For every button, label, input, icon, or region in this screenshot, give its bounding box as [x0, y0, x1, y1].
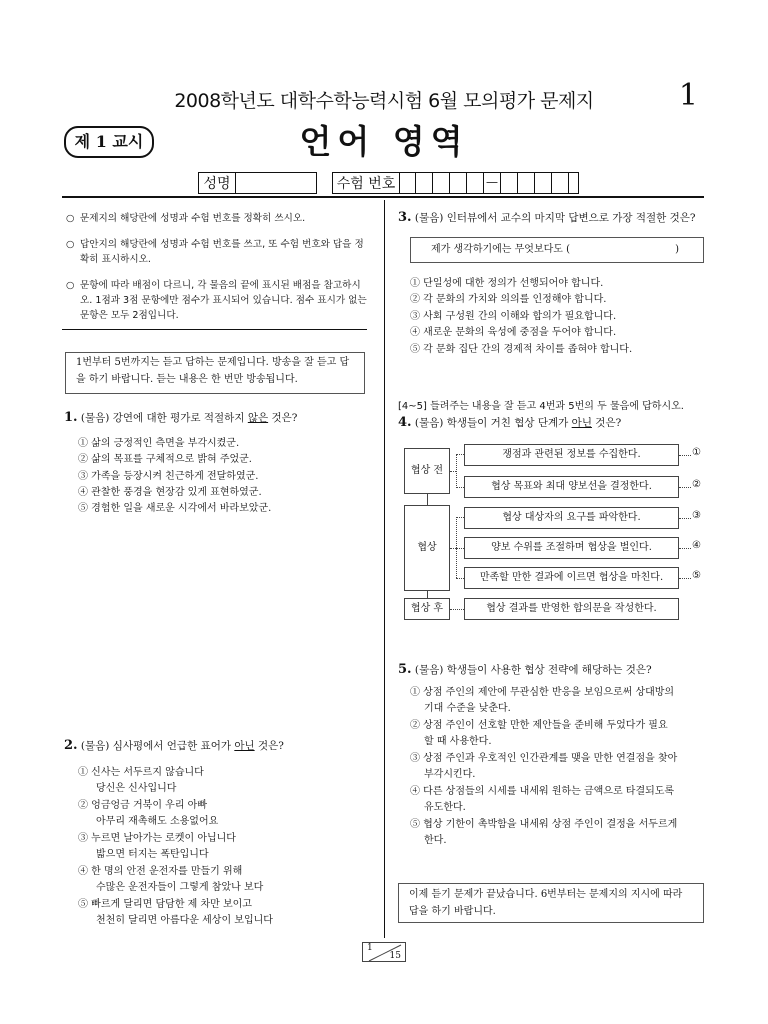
- page-indicator: 1 15: [362, 942, 406, 962]
- marker-connector: [679, 487, 691, 488]
- notice-item: ○ 문제지의 해당란에 성명과 수험 번호를 정확히 쓰시오.: [66, 213, 306, 224]
- notice-item: ○ 답안지의 해당란에 성명과 수험 번호를 쓰고, 또 수험 번호와 답을 정확히 표시하시오.: [66, 239, 364, 265]
- q3-option[interactable]: ③ 사회 구성원 간의 이해와 합의가 필요합니다.: [410, 311, 617, 322]
- page-number: 1: [678, 78, 698, 113]
- column-divider: [384, 200, 385, 938]
- question-1-title: 1. (물음) 강연에 대한 평가로 적절하지 않은 것은?: [64, 410, 298, 425]
- connector: [456, 487, 464, 488]
- marker-connector: [679, 548, 691, 549]
- flow-step: 쟁점과 관련된 정보를 수집한다.: [464, 444, 679, 466]
- exam-number-cell: [450, 172, 467, 194]
- q5-option-line2: 기대 수준을 낮춘다.: [424, 703, 511, 714]
- connector: [456, 517, 464, 518]
- name-field[interactable]: [235, 172, 317, 194]
- q1-option[interactable]: ③ 가족을 등장시켜 친근하게 전달하였군.: [78, 471, 259, 482]
- q5-option[interactable]: ④ 다른 상점들의 시세를 내세워 원하는 금액으로 타결되도록: [410, 786, 675, 797]
- q2-option-line2: 수많은 운전자들이 그렇게 참았나 보다: [96, 882, 264, 893]
- notice-rule: [62, 329, 367, 330]
- q2-option[interactable]: ② 엉금엉금 거북이 우리 아빠: [78, 800, 207, 811]
- q3-option[interactable]: ② 각 문화의 가치와 의의를 인정해야 합니다.: [410, 294, 607, 305]
- q5-option-line2: 부각시킨다.: [424, 769, 476, 780]
- circle-bullet-icon: ○: [66, 213, 75, 224]
- q5-option[interactable]: ② 상점 주인이 선호할 만한 제안들을 준비해 두었다가 필요: [410, 720, 668, 731]
- q5-option-line2: 유도한다.: [424, 802, 466, 813]
- session-badge: 제 1 교시: [64, 126, 154, 158]
- flow-arrow-line: [427, 591, 428, 598]
- stage-after-label: 협상 후: [404, 598, 450, 620]
- q3-option[interactable]: ⑤ 각 문화 집단 간의 경제적 차이를 좁혀야 합니다.: [410, 344, 633, 355]
- q2-option[interactable]: ③ 누르면 날아가는 로켓이 아닙니다: [78, 833, 236, 844]
- marker-connector: [679, 578, 691, 579]
- name-label: 성명: [198, 172, 236, 194]
- marker-connector: [679, 455, 691, 456]
- q1-option[interactable]: ⑤ 경험한 일을 새로운 시각에서 바라보았군.: [78, 503, 272, 514]
- step-marker: ②: [692, 479, 701, 490]
- step-marker: ④: [692, 540, 701, 551]
- circle-bullet-icon: ○: [66, 280, 75, 291]
- exam-number-cell: [433, 172, 450, 194]
- q2-option-line2: 천천히 달리면 아름다운 세상이 보입니다: [96, 915, 273, 926]
- q2-option[interactable]: ④ 한 명의 안전 운전자를 만들기 위해: [78, 866, 243, 877]
- q1-option[interactable]: ② 삶의 목표를 구체적으로 밝혀 주었군.: [78, 454, 252, 465]
- connector: [456, 578, 464, 579]
- q3-option[interactable]: ④ 새로운 문화의 육성에 중점을 두어야 합니다.: [410, 327, 617, 338]
- q5-option[interactable]: ③ 상점 주인과 우호적인 인간관계를 맺을 만한 연결점을 찾아: [410, 753, 678, 764]
- exam-number-label: 수험 번호: [332, 172, 400, 194]
- end-notice-box: 이제 듣기 문제가 끝났습니다. 6번부터는 문제지의 지시에 따라 답을 하기 바랍니다.: [398, 883, 704, 923]
- marker-connector: [679, 518, 691, 519]
- question-3-title: 3. (물음) 인터뷰에서 교수의 마지막 답변으로 가장 적절한 것은?: [398, 210, 696, 225]
- q2-option-line2: 밟으면 터지는 폭탄입니다: [96, 849, 209, 860]
- exam-number-cell: [416, 172, 433, 194]
- subject-title: 언어 영역: [299, 122, 469, 161]
- step-marker: ①: [692, 447, 701, 458]
- circle-bullet-icon: ○: [66, 239, 75, 250]
- listening-intro-box: 1번부터 5번까지는 듣고 답하는 문제입니다. 방송을 잘 듣고 답을 하기 바랍니다. 듣는 내용은 한 번만 방송됩니다.: [65, 352, 365, 394]
- question-2-title: 2. (물음) 심사평에서 언급한 표어가 아닌 것은?: [64, 738, 284, 753]
- connector: [450, 471, 456, 472]
- stage-before-label: 협상 전: [404, 448, 450, 494]
- connector: [456, 454, 464, 455]
- exam-number-cell: [535, 172, 552, 194]
- step-marker: ⑤: [692, 570, 701, 581]
- flow-step: 협상 대상자의 요구를 파악한다.: [464, 507, 679, 529]
- q5-option-line2: 한다.: [424, 835, 447, 846]
- q2-option-line2: 당신은 신사입니다: [96, 783, 177, 794]
- flow-step: 양보 수위를 조절하며 협상을 벌인다.: [464, 537, 679, 559]
- question-5-title: 5. (물음) 학생들이 사용한 협상 전략에 해당하는 것은?: [398, 662, 652, 677]
- connector: [450, 609, 464, 610]
- connector: [456, 548, 464, 549]
- q45-intro: [4~5] 들려주는 내용을 잘 듣고 4번과 5번의 두 물음에 답하시오.: [398, 401, 684, 412]
- exam-number-cell: [552, 172, 569, 194]
- q5-option-line2: 할 때 사용한다.: [424, 736, 492, 747]
- exam-title: 2008학년도 대학수학능력시험 6월 모의평가 문제지: [174, 90, 594, 112]
- q3-option[interactable]: ① 단일성에 대한 정의가 선행되어야 합니다.: [410, 278, 604, 289]
- stage-during-label: 협상: [404, 505, 450, 591]
- question-4-title: 4. (물음) 학생들이 거친 협상 단계가 아닌 것은?: [398, 415, 622, 430]
- exam-number-cell: [399, 172, 416, 194]
- exam-number-cell: [501, 172, 518, 194]
- q1-option[interactable]: ④ 관찰한 풍경을 현장감 있게 표현하였군.: [78, 487, 262, 498]
- step-marker: ③: [692, 510, 701, 521]
- notice-item: ○ 문항에 따라 배점이 다르니, 각 물음의 끝에 표시된 배점을 참고하시오. 1점과 3점 문항에만 점수가 표시되어 있습니다. 점수 표시가 없는 문항은 모두 2점입니다.: [66, 280, 367, 321]
- q2-option[interactable]: ⑤ 빠르게 달리면 담담한 제 차만 보이고: [78, 899, 252, 910]
- exam-number-dash: —: [484, 172, 501, 194]
- q3-answer-box: 제가 생각하기에는 무엇보다도 ( ): [410, 237, 704, 263]
- q5-option[interactable]: ① 상점 주인의 제안에 무관심한 반응을 보임으로써 상대방의: [410, 687, 675, 698]
- q1-option[interactable]: ① 삶의 긍정적인 측면을 부각시켰군.: [78, 438, 240, 449]
- q5-option[interactable]: ⑤ 협상 기한이 촉박함을 내세워 상점 주인이 결정을 서두르게: [410, 819, 678, 830]
- exam-number-cell: [518, 172, 535, 194]
- bracket-line: [456, 454, 457, 488]
- flow-step: 협상 결과를 반영한 합의문을 작성한다.: [464, 598, 679, 620]
- flow-step: 만족할 만한 결과에 이르면 협상을 마친다.: [464, 567, 679, 589]
- exam-number-cell: [467, 172, 484, 194]
- q2-option-line2: 아무리 재촉해도 소용없어요: [96, 816, 219, 827]
- header-rule: [62, 196, 704, 198]
- q2-option[interactable]: ① 신사는 서두르지 않습니다: [78, 767, 204, 778]
- flow-step: 협상 목표와 최대 양보선을 결정한다.: [464, 476, 679, 498]
- flow-arrow-line: [427, 494, 428, 505]
